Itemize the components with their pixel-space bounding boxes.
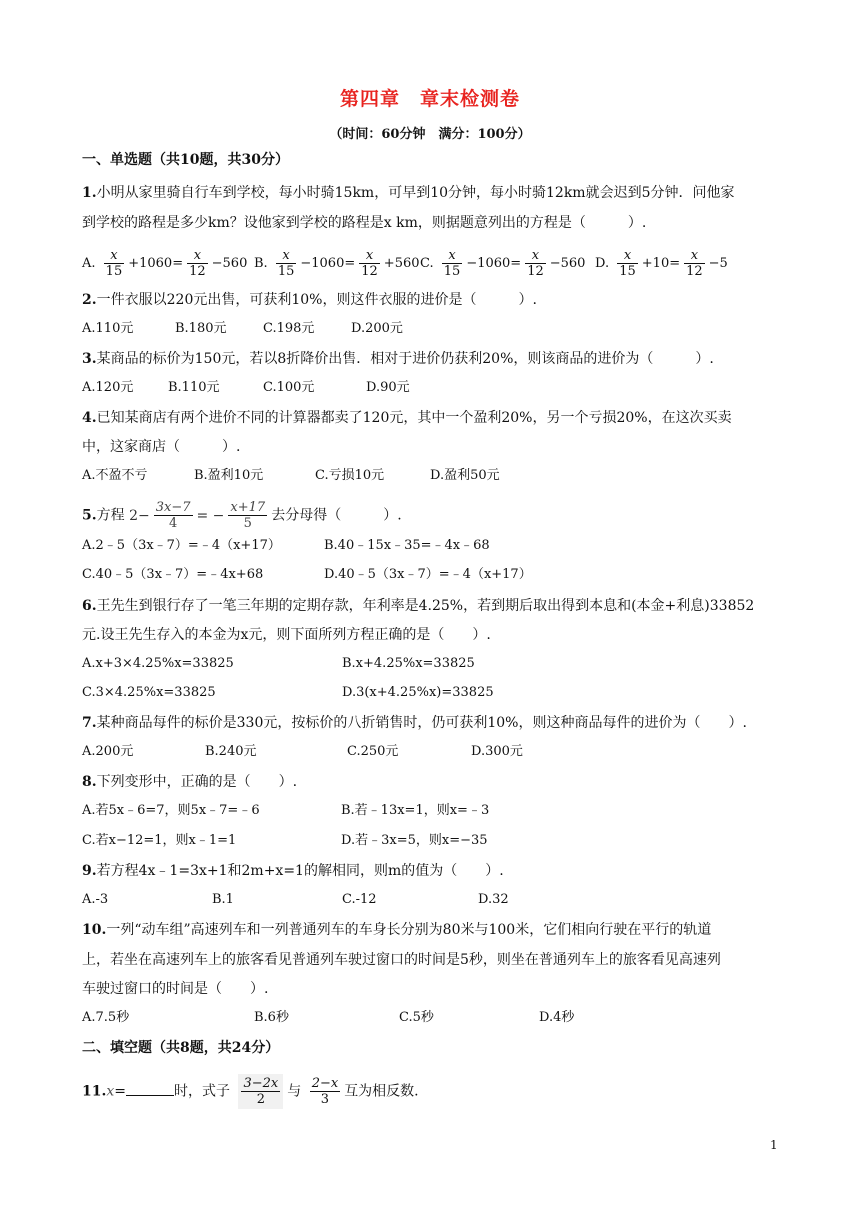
option-7d: D.300元 (471, 744, 523, 759)
option-8d: D.若﹣3x=5，则x=−35 (341, 833, 488, 848)
page-title: 第四章 章末检测卷 (339, 88, 520, 110)
question-text: 一件衣服以220元出售，可获利10%，则这件衣服的进价是（ ）. (96, 292, 537, 308)
question-text: 某种商品每件的标价是330元，按标价的八折销售时，仍可获利10%，则这种商品每件的进价为（ ）. (96, 715, 747, 731)
option-7c: C.250元 (347, 744, 399, 759)
option-1b: B. $\frac{x}{15}$ −1060= $\frac{x}{12}$ +560 (254, 248, 420, 279)
question-2 (82, 290, 537, 310)
question-number: 9. (82, 863, 97, 879)
option-6d: D.3(x+4.25%x)=33825 (342, 685, 494, 700)
question-number: 3. (82, 351, 97, 367)
option-8a: A.若5x﹣6=7，则5x﹣7=﹣6 (82, 803, 260, 818)
option-10d: D.4秒 (539, 1010, 575, 1025)
question-10-line-3: 车驶过窗口的时间是（ ）. (82, 981, 269, 997)
option-5a: A.2﹣5（3x﹣7）=﹣4（x+17） (82, 538, 281, 553)
option-5b: B.40﹣15x﹣35=﹣4x﹣68 (324, 538, 490, 553)
option-2a: A.110元 (82, 321, 134, 336)
option-3c: C.100元 (263, 380, 315, 395)
question-number: 10. (82, 922, 107, 938)
question-text: 方程 (96, 507, 125, 524)
question-3 (82, 349, 714, 369)
option-5d: D.40﹣5（3x﹣7）=﹣4（x+17） (324, 567, 532, 582)
question-text: 一列“动车组”高速列车和一列普通列车的车身长分别为80米与100米，它们相向行驶在平行的轨道 (106, 922, 712, 938)
question-text: 小明从家里骑自行车到学校，每小时骑15km，可早到10分钟，每小时骑12km就会迟到5分钟．问他家 (96, 185, 735, 201)
question-number: 8. (82, 774, 97, 790)
question-9 (82, 861, 504, 881)
question-number: 7. (82, 715, 97, 731)
option-10b: B.6秒 (254, 1010, 289, 1025)
option-10a: A.7.5秒 (82, 1010, 130, 1025)
question-number: 6. (82, 598, 97, 614)
fraction: $\frac{x}{12}$ (361, 248, 378, 279)
question-1-line-1 (82, 183, 735, 203)
fraction: $\frac{x}{15}$ (619, 248, 636, 279)
fraction: $\frac{3x-7}{4}$ (155, 500, 191, 531)
section-heading-fill-blank: 二、填空题（共8题，共24分） (82, 1040, 280, 1056)
question-11: 11.x= 时，式子 $\frac{3-2x}{2}$ 与 $\frac{2-x}{3}$ 互为相反数. (82, 1076, 419, 1107)
option-3a: A.120元 (82, 380, 134, 395)
fraction: $\frac{x}{15}$ (443, 248, 461, 279)
question-number: 1. (82, 185, 97, 201)
question-text: 若方程4x﹣1=3x+1和2m+x=1的解相同，则m的值为（ ）. (96, 863, 504, 879)
option-6a: A.x+3×4.25%x=33825 (82, 656, 234, 671)
question-8 (82, 772, 297, 792)
option-9a: A.-3 (82, 892, 109, 907)
question-1-line-2: 到学校的路程是多少km？设他家到学校的路程是x km，则据题意列出的方程是（ ）. (82, 215, 647, 231)
option-3d: D.90元 (366, 380, 410, 395)
question-number: 4. (82, 410, 97, 426)
question-5: 5.方程 2− $\frac{3x-7}{4}$ = − $\frac{x+17}{5}$ 去分母得（ ）. (82, 500, 402, 531)
page-number: 1 (770, 1138, 778, 1152)
option-4c: C.亏损10元 (315, 468, 385, 483)
option-6c: C.3×4.25%x=33825 (82, 685, 216, 700)
answer-blank[interactable] (126, 1081, 174, 1096)
option-7a: A.200元 (82, 744, 134, 759)
fraction: $\frac{2-x}{3}$ (311, 1076, 339, 1107)
option-9b: B.1 (212, 892, 234, 907)
question-number: 5. (82, 507, 97, 524)
fraction: $\frac{x}{12}$ (527, 248, 544, 279)
option-6b: B.x+4.25%x=33825 (342, 656, 475, 671)
option-4a: A.不盈不亏 (82, 468, 148, 483)
option-9d: D.32 (478, 892, 509, 907)
fraction: $\frac{x}{15}$ (277, 248, 295, 279)
option-9c: C.-12 (342, 892, 377, 907)
question-number: 2. (82, 292, 97, 308)
option-7b: B.240元 (205, 744, 257, 759)
question-6-line-1 (82, 596, 754, 616)
section-heading-single-choice: 一、单选题（共10题，共30分） (82, 152, 289, 168)
question-text: 已知某商店有两个进价不同的计算器都卖了120元，其中一个盈利20%，另一个亏损20%，在这次买卖 (96, 410, 732, 426)
fraction: $\frac{x}{12}$ (686, 248, 703, 279)
option-5c: C.40﹣5（3x﹣7）=﹣4x+68 (82, 567, 264, 582)
question-4-line-1 (82, 408, 732, 428)
option-8b: B.若﹣13x=1，则x=﹣3 (341, 803, 490, 818)
question-10-line-2: 上，若坐在高速列车上的旅客看见普通列车驶过窗口的时间是5秒，则坐在普通列车上的旅客看见高速列 (82, 952, 721, 968)
option-2d: D.200元 (351, 321, 403, 336)
option-4b: B.盈利10元 (194, 468, 264, 483)
question-number: 11. (82, 1083, 107, 1100)
question-4-line-2: 中，这家商店（ ）. (82, 439, 241, 455)
option-1a: A. $\frac{x}{15}$ +1060= $\frac{x}{12}$ −560 (82, 248, 248, 279)
option-10c: C.5秒 (399, 1010, 434, 1025)
question-7 (82, 713, 747, 733)
page-subtitle: （时间：60分钟 满分：100分） (329, 127, 531, 142)
fraction: $\frac{3-2x}{2}$ (238, 1074, 283, 1109)
question-10-line-1 (82, 920, 711, 940)
option-4d: D.盈利50元 (430, 468, 500, 483)
equation: 2− $\frac{3x-7}{4}$ = − $\frac{x+17}{5}$ (129, 500, 266, 531)
question-text: 某商品的标价为150元，若以8折降价出售．相对于进价仍获利20%，则该商品的进价为（ ）. (96, 351, 714, 367)
question-6-line-2: 元.设王先生存入的本金为x元，则下面所列方程正确的是（ ）. (82, 627, 491, 643)
option-1c: C. $\frac{x}{15}$ −1060= $\frac{x}{12}$ −560 (420, 248, 586, 279)
question-text: 王先生到银行存了一笔三年期的定期存款，年利率是4.25%，若到期后取出得到本息和(本金+利息)33852 (96, 598, 755, 614)
fraction: $\frac{x}{15}$ (105, 248, 123, 279)
option-8c: C.若x−12=1，则x﹣1=1 (82, 833, 237, 848)
option-3b: B.110元 (168, 380, 220, 395)
option-2c: C.198元 (263, 321, 315, 336)
option-2b: B.180元 (175, 321, 227, 336)
question-text: 下列变形中，正确的是（ ）. (96, 774, 298, 790)
fraction: $\frac{x+17}{5}$ (230, 500, 266, 531)
option-1d: D. $\frac{x}{15}$ +10= $\frac{x}{12}$ −5 (595, 248, 728, 279)
fraction: $\frac{x}{12}$ (189, 248, 206, 279)
